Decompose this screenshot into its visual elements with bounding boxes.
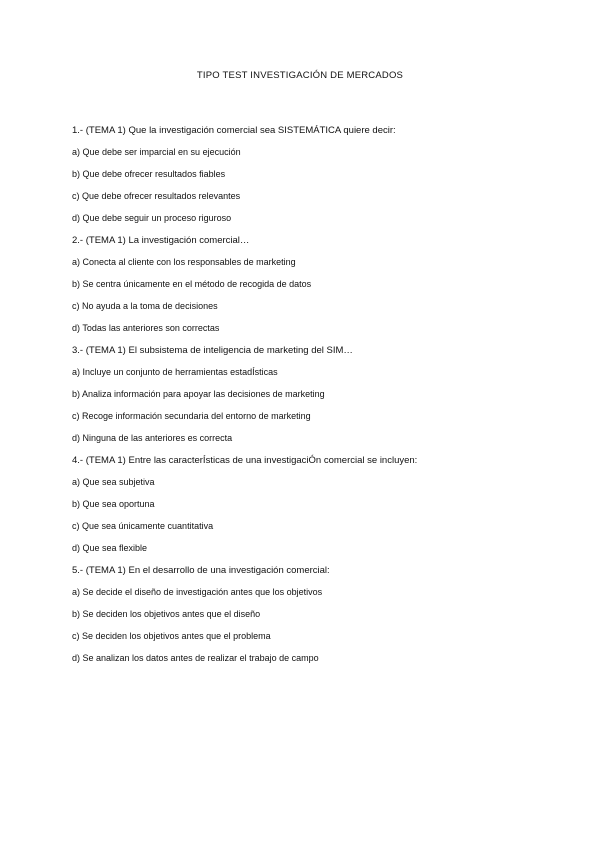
question-text: 2.- (TEMA 1) La investigación comercial… [72, 235, 250, 246]
answer-option-c: c) Que debe ofrecer resultados relevantes [72, 191, 241, 201]
answer-option-d: d) Ninguna de las anteriores es correcta [72, 433, 233, 443]
question-4 [72, 455, 552, 554]
question-text: 4.- (TEMA 1) Entre las caracterÍsticas de una investigaciÓn comercial se incluyen: [72, 455, 418, 466]
answer-option-b: b) Analiza información para apoyar las decisiones de marketing [72, 389, 325, 399]
question-list [72, 125, 552, 675]
answer-option-b: b) Que debe ofrecer resultados fiables [72, 169, 226, 179]
answer-option-c: c) No ayuda a la toma de decisiones [72, 301, 218, 311]
answer-option-a: a) Que debe ser imparcial en su ejecución [72, 147, 241, 157]
answer-option-a: a) Que sea subjetiva [72, 477, 155, 487]
document-title: TIPO TEST INVESTIGACIÓN DE MERCADOS [196, 70, 404, 81]
answer-option-d: d) Se analizan los datos antes de realizar el trabajo de campo [72, 653, 319, 663]
answer-option-a: a) Incluye un conjunto de herramientas estadÍsticas [72, 367, 278, 377]
answer-option-b: b) Se deciden los objetivos antes que el diseño [72, 609, 261, 619]
question-5 [72, 565, 552, 664]
question-text: 1.- (TEMA 1) Que la investigación comercial sea SISTEMÁTICA quiere decir: [72, 125, 396, 136]
answer-option-b: b) Que sea oportuna [72, 499, 155, 509]
answer-option-b: b) Se centra únicamente en el método de recogida de datos [72, 279, 312, 289]
question-text: 5.- (TEMA 1) En el desarrollo de una investigación comercial: [72, 565, 330, 576]
question-3 [72, 345, 552, 444]
question-2 [72, 235, 552, 334]
answer-option-d: d) Que sea flexible [72, 543, 148, 553]
answer-option-c: c) Que sea únicamente cuantitativa [72, 521, 214, 531]
answer-option-d: d) Que debe seguir un proceso riguroso [72, 213, 232, 223]
answer-option-a: a) Se decide el diseño de investigación antes que los objetivos [72, 587, 323, 597]
answer-option-c: c) Se deciden los objetivos antes que el problema [72, 631, 271, 641]
answer-option-a: a) Conecta al cliente con los responsables de marketing [72, 257, 296, 267]
answer-option-c: c) Recoge información secundaria del entorno de marketing [72, 411, 311, 421]
question-1 [72, 125, 552, 224]
question-text: 3.- (TEMA 1) El subsistema de inteligencia de marketing del SIM… [72, 345, 353, 356]
answer-option-d: d) Todas las anteriores son correctas [72, 323, 220, 333]
